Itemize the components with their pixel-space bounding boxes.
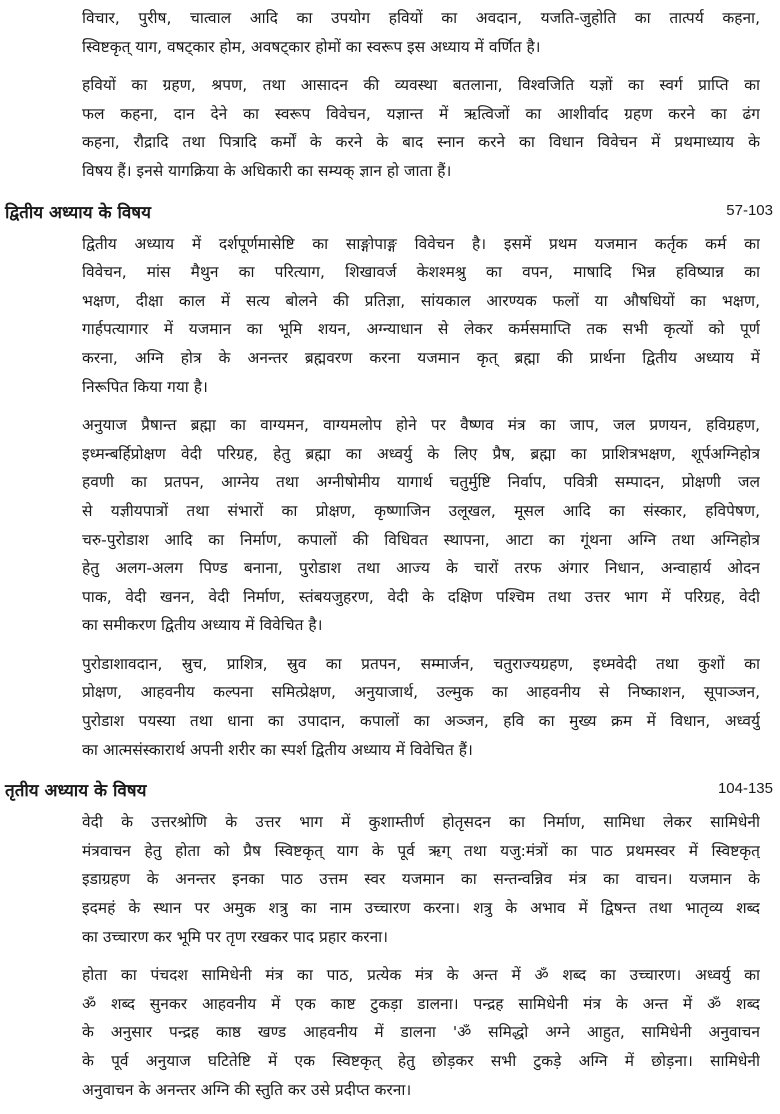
text-line: होता का पंचदश सामिधेनी मंत्र का पाठ, प्रत्येक मंत्र के अन्त में ॐ शब्द का उच्चारण। अध्वर्यु का xyxy=(82,966,760,985)
text-line: का आत्मसंस्कारार्थ अपनी शरीर का स्पर्श द्वितीय अध्याय में विवेचित हैं। xyxy=(82,740,473,759)
section-heading-row xyxy=(0,774,780,808)
text-line: ॐ शब्द सुनकर आहवनीय में एक काष्ट टुकड़ा डालना। पन्द्रह सामिधेनी मंत्र के अन्त में ॐ शब्द xyxy=(82,994,760,1013)
chapter-section xyxy=(0,774,780,1104)
text-line: कहना, रौद्रादि तथा पित्रादि कर्मों के करने के बाद स्नान करने का विधान विवेचन में प्रथमाध्याय के xyxy=(82,133,760,152)
text-line: गार्हपत्यागार में यजमान का भूमि शयन, अग्न्याधान से लेकर कर्मसमाप्ति तक सभी कृत्यों को पूर्ण xyxy=(82,320,760,339)
text-line: निरूपित किया गया है। xyxy=(82,377,208,396)
text-line: का समीकरण द्वितीय अध्याय में विवेचित है। xyxy=(82,616,323,635)
text-line: का उच्चारण कर भूमि पर तृण रखकर पाद प्रहार करना। xyxy=(82,927,389,946)
chapter-section xyxy=(0,196,780,765)
text-line: हवणी का प्रतपन, आग्नेय तथा अग्नीषोमीय यागार्थ चतुर्मुष्टि निर्वाप, पवित्री सम्पादन, प्रोक्षणी जल xyxy=(82,473,760,492)
text-line: विषय हैं। इनसे यागक्रिया के अधिकारी का सम्यक् ज्ञान हो जाता हैं। xyxy=(82,161,452,180)
text-line: पाक, वेदी खनन, वेदी निर्माण, स्तंबयजुहरण, वेदी के दक्षिण पश्चिम तथा उत्तर भाग में परिग्रह, वेदी xyxy=(82,587,760,606)
page-range: 104-135 xyxy=(717,780,773,798)
page-range: 57-103 xyxy=(726,201,773,219)
text-line: स्विष्टकृत् याग, वषट्कार होम, अवषट्कार होमों का स्वरूप इस अध्याय में वर्णित है। xyxy=(82,37,541,56)
text-line: अनुयाज प्रैषान्त ब्रह्मा का वाग्यमन, वाग्यमलोप होने पर वैष्णव मंत्र का जाप, जल प्रणयन, हविग्रहण, xyxy=(82,416,760,435)
text-line: विवेचन, मांस मैथुन का परित्याग, शिखावर्ज केशश्मश्रु का वपन, माषादि भिन्न हविष्यान्न का xyxy=(82,263,760,282)
text-line: पुरोडाश पयस्या तथा धाना का उपादान, कपालों का अञ्जन, हवि का मुख्य क्रम में विधान, अध्वर्यु xyxy=(82,712,760,731)
section-heading: तृतीय अध्याय के विषय xyxy=(5,781,147,802)
section-heading-row xyxy=(0,196,780,230)
paragraph xyxy=(82,230,760,402)
text-line: पुरोडाशावदान, स्रुच, प्राशित्र, स्रुव का प्रतपन, सम्मार्जन, चतुराज्यग्रहण, इध्मवेदी तथा कुशों का xyxy=(82,654,760,673)
text-line: चरु-पुरोडाश आदि का निर्माण, कपालों की विधिवत स्थापना, आटा का गूंथना अग्नि तथा अग्निहोत्र xyxy=(82,530,760,549)
section-intro xyxy=(0,4,780,186)
text-line: के अनुसार पन्द्रह काष्ठ खण्ड आहवनीय में डालना 'ॐ समिद्धो अग्ने आहुत, सामिधेनी अनुवाचन xyxy=(82,1023,760,1042)
text-line: हवियों का ग्रहण, श्रपण, तथा आसादन की व्यवस्था बतलाना, विश्वजिति यज्ञों का स्वर्ग प्राप्ति का xyxy=(82,76,760,95)
text-line: मंत्रवाचन हेतु होता को प्रैष स्विष्टकृत् याग के पूर्व ऋग् तथा यजु:मंत्रों का पाठ प्रथमस्वर में स्विष्टकृत् xyxy=(82,841,760,860)
paragraph xyxy=(82,961,760,1104)
paragraph xyxy=(82,808,760,951)
section-heading: द्वितीय अध्याय के विषय xyxy=(5,202,151,223)
paragraph xyxy=(82,71,760,185)
text-line: के पूर्व अनुयाज घटितेष्टि में एक स्विष्टकृत् हेतु छोड़कर सभी टुकड़े अग्नि में छोड़ना। सामिधेनी xyxy=(82,1052,760,1070)
paragraph xyxy=(82,411,760,640)
text-line: भक्षण, दीक्षा काल में सत्य बोलने की प्रतिज्ञा, सांयकाल आरण्यक फलों या औषधियों का भक्षण, xyxy=(82,291,760,310)
text-line: विचार, पुरीष, चात्वाल आदि का उपयोग हवियों का अवदान, यजति-जुहोति का तात्पर्य कहना, xyxy=(82,9,760,27)
paragraph xyxy=(82,4,760,61)
text-line: वेदी के उत्तरश्रोणि के उत्तर भाग में कुशाम्तीर्ण होतृसदन का निर्माण, सामिधा लेकर सामिधेनी xyxy=(82,813,760,832)
text-line: इध्मन्बर्हिप्रोक्षण वेदी परिग्रह, हेतु ब्रह्मा का अध्वर्यु के लिए प्रैष, ब्रह्मा का प्राशित्रभक्षण, शूर्पअग्निहोत्र xyxy=(82,444,760,463)
paragraph xyxy=(82,650,760,764)
text-line: इदमहं के स्थान पर अमुक शत्रु का नाम उच्चारण करना। शत्रु के अभाव में द्विषन्त तथा भातृव्य शब्द xyxy=(82,899,760,918)
text-line: फल कहना, दान देने का स्वरूप विवेचन, यज्ञान्त में ऋत्विजों का आशीर्वाद ग्रहण करने का ढंग xyxy=(82,104,760,123)
document-page xyxy=(0,4,780,1114)
text-line: करना, अग्नि होत्र के अनन्तर ब्रह्मवरण करना यजमान कृत् ब्रह्मा की प्रार्थना द्वितीय अध्याय में xyxy=(82,348,760,367)
text-line: प्रोक्षण, आहवनीय कल्पना समित्प्रेक्षण, अनुयाजार्थ, उल्मुक का आहवनीय से निष्काशन, सूपाञ्जन, xyxy=(82,683,760,702)
text-line: द्वितीय अध्याय में दर्शपूर्णमासेष्टि का साङ्गोपाङ्ग विवेचन है। इसमें प्रथम यजमान कर्तृक कर्म का xyxy=(82,234,760,253)
text-line: अनुवाचन के अनन्तर अग्नि की स्तुति कर उसे प्रदीप्त करना। xyxy=(82,1080,412,1099)
text-line: हेतु अलग-अलग पिण्ड बनाना, पुरोडाश तथा आज्य के चारों तरफ अंगार निधान, अन्वाहार्य ओदन xyxy=(82,559,760,578)
text-line: इडाग्रहण के अनन्तर इनका पाठ उत्तम स्वर यजमान का सन्तन्वन्निव मंत्र का वाचन। यजमान के xyxy=(82,870,760,889)
text-line: से यज्ञीयपात्रों तथा संभारों का प्रोक्षण, कृष्णाजिन उलूखल, मूसल आदि का संस्कार, हविपेषण, xyxy=(82,501,760,520)
